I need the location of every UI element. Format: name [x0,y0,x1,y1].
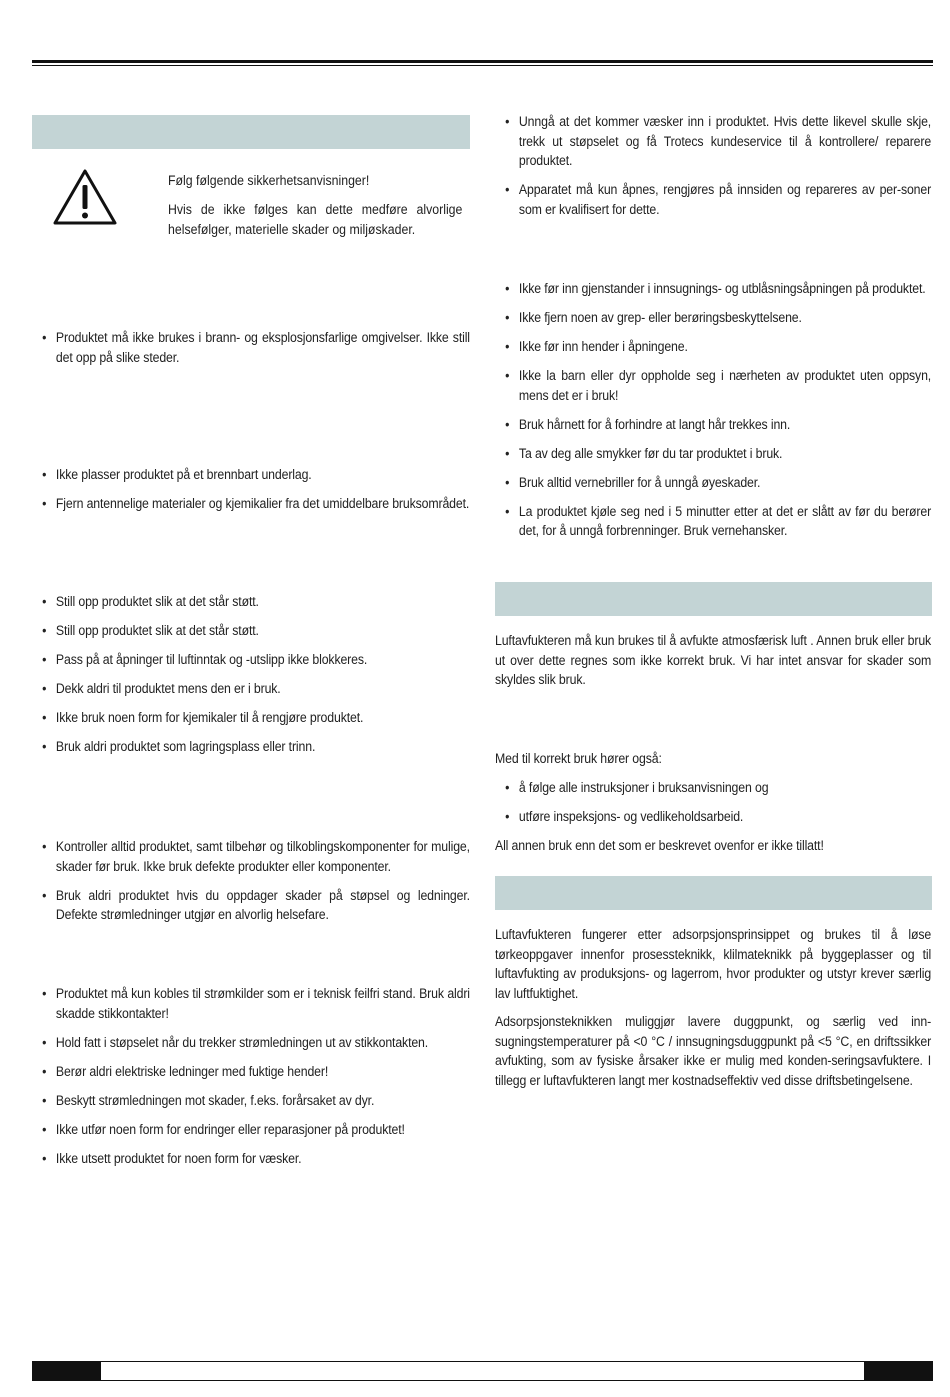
list-item: • Ikke bruk noen form for kjemikaler til å rengjøre produktet. [32,708,470,728]
list-item: • Ta av deg alle smykker før du tar produktet i bruk. [495,444,931,464]
section-band-description [495,876,932,910]
footer-bar [32,1361,933,1381]
list-item: • Fjern antennelige materialer og kjemikalier fra det umiddelbare bruksområdet. [32,494,470,514]
footer-block-right [864,1362,932,1380]
list-liquids [495,112,931,229]
list-item: • La produktet kjøle seg ned i 5 minutter etter at det er slått av før du berører det, for å unngå forbrenninger. Bruk vernehansker. [495,502,931,541]
warning-triangle-icon [52,168,118,226]
list-inspection [32,837,470,934]
list-item: • Ikke før inn hender i åpningene. [495,337,931,357]
list-item: • Ikke plasser produktet på et brennbart underlag. [32,465,470,485]
header-rule-thin [32,65,933,66]
list-item: • Kontroller alltid produktet, samt tilbehør og tilkoblingskomponenter for mulige, skader før bruk. Ikke bruk defekte produkter eller komponenter. [32,837,470,876]
list-item: • Beskytt strømledningen mot skader, f.eks. forårsaket av dyr. [32,1091,470,1111]
list-item: • Produktet må kun kobles til strømkilder som er i teknisk feilfri stand. Bruk aldri skadde stikkontakter! [32,984,470,1023]
header-rule [32,60,933,63]
list-item: • Still opp produktet slik at det står støtt. [32,592,470,612]
list-openings [495,279,931,550]
description-para-2: Adsorpsjonsteknikken muliggjør lavere duggpunkt, og særlig ved inn-sugningstemperaturer på <0 °C / innsugningsduggpunkt på <5 °C, en driftssikker avfukting, som av fysiske årsaker ikke er mulig med konden-seringsavfuktere. I tillegg er luftavfukteren langt mer kostnadseffektiv ved disse driftsbetingelsene. [495,1014,932,1088]
warning-consequence: Hvis de ikke følges kan dette medføre alvorlige helsefølger, materielle skader og miljøskader. [168,202,463,237]
description-para-1: Luftavfukteren fungerer etter adsorpsjonsprinsippet og brukes til å løse tørkeoppgaver innenfor prosessteknikk, klilmateknikk på byggeplasser og til luftavfukting av produksjons- og lagerrom, hvor produkter og utstyr krever særlig lav luftfuktighet. [495,927,932,1001]
list-item: • Ikke fjern noen av grep- eller berøringsbeskyttelsene. [495,308,931,328]
list-item: • Ikke utfør noen form for endringer eller reparasjoner på produktet! [32,1120,470,1140]
list-item: • Ikke la barn eller dyr oppholde seg i nærheten av produktet uten oppsyn, mens det er i bruk! [495,366,931,405]
also-intro: Med til korrekt bruk hører også: [495,751,662,766]
list-item: • Ikke utsett produktet for noen form for væsker. [32,1149,470,1169]
list-item: • Bruk aldri produktet hvis du oppdager skader på støpsel og ledninger. Defekte strømledninger utgjør en alvorlig helsefare. [32,886,470,925]
footer-block-left [33,1362,101,1380]
list-electrical [32,984,470,1178]
intended-use-text: Luftavfukteren må kun brukes til å avfukte atmosfærisk luft . Annen bruk eller bruk ut over dette regnes som ikke korrekt bruk. Vi har intet ansvar for skader som skyldes slik bruk. [495,633,932,687]
list-item: • Ikke før inn gjenstander i innsugnings- og utblåsningsåpningen på produktet. [495,279,931,299]
list-item: • Bruk aldri produktet som lagringsplass eller trinn. [32,737,470,757]
list-item: • Bruk alltid vernebriller for å unngå øyeskader. [495,473,931,493]
section-band-intended-use [495,582,932,616]
list-item: • Unngå at det kommer væsker inn i produktet. Hvis dette likevel skulle skje, trekk ut støpselet og få Trotecs kundeservice til å kontrollere/ reparere produktet. [495,112,931,171]
list-correct-use [495,778,931,836]
list-item: • Berør aldri elektriske ledninger med fuktige hender! [32,1062,470,1082]
list-item: • Hold fatt i støpselet når du trekker strømledningen ut av stikkontakten. [32,1033,470,1053]
list-item: • Produktet må ikke brukes i brann- og eksplosjonsfarlige omgivelser. Ikke still det opp på slike steder. [32,328,470,367]
warning-intro: Følg følgende sikkerhetsanvisninger! [168,173,370,188]
list-flammable [32,465,470,523]
not-allowed-text: All annen bruk enn det som er beskrevet ovenfor er ikke tillatt! [495,838,824,853]
section-band-safety [32,115,470,149]
list-fire-hazard [32,328,470,377]
list-item: • å følge alle instruksjoner i bruksanvisningen og [495,778,931,798]
list-item: • utføre inspeksjons- og vedlikeholdsarbeid. [495,807,931,827]
list-item: • Dekk aldri til produktet mens den er i bruk. [32,679,470,699]
list-item: • Bruk hårnett for å forhindre at langt hår trekkes inn. [495,415,931,435]
list-item: • Apparatet må kun åpnes, rengjøres på innsiden og repareres av per-soner som er kvalifisert for dette. [495,180,931,219]
list-placement [32,592,470,766]
list-item: • Still opp produktet slik at det står støtt. [32,621,470,641]
list-item: • Pass på at åpninger til luftinntak og -utslipp ikke blokkeres. [32,650,470,670]
